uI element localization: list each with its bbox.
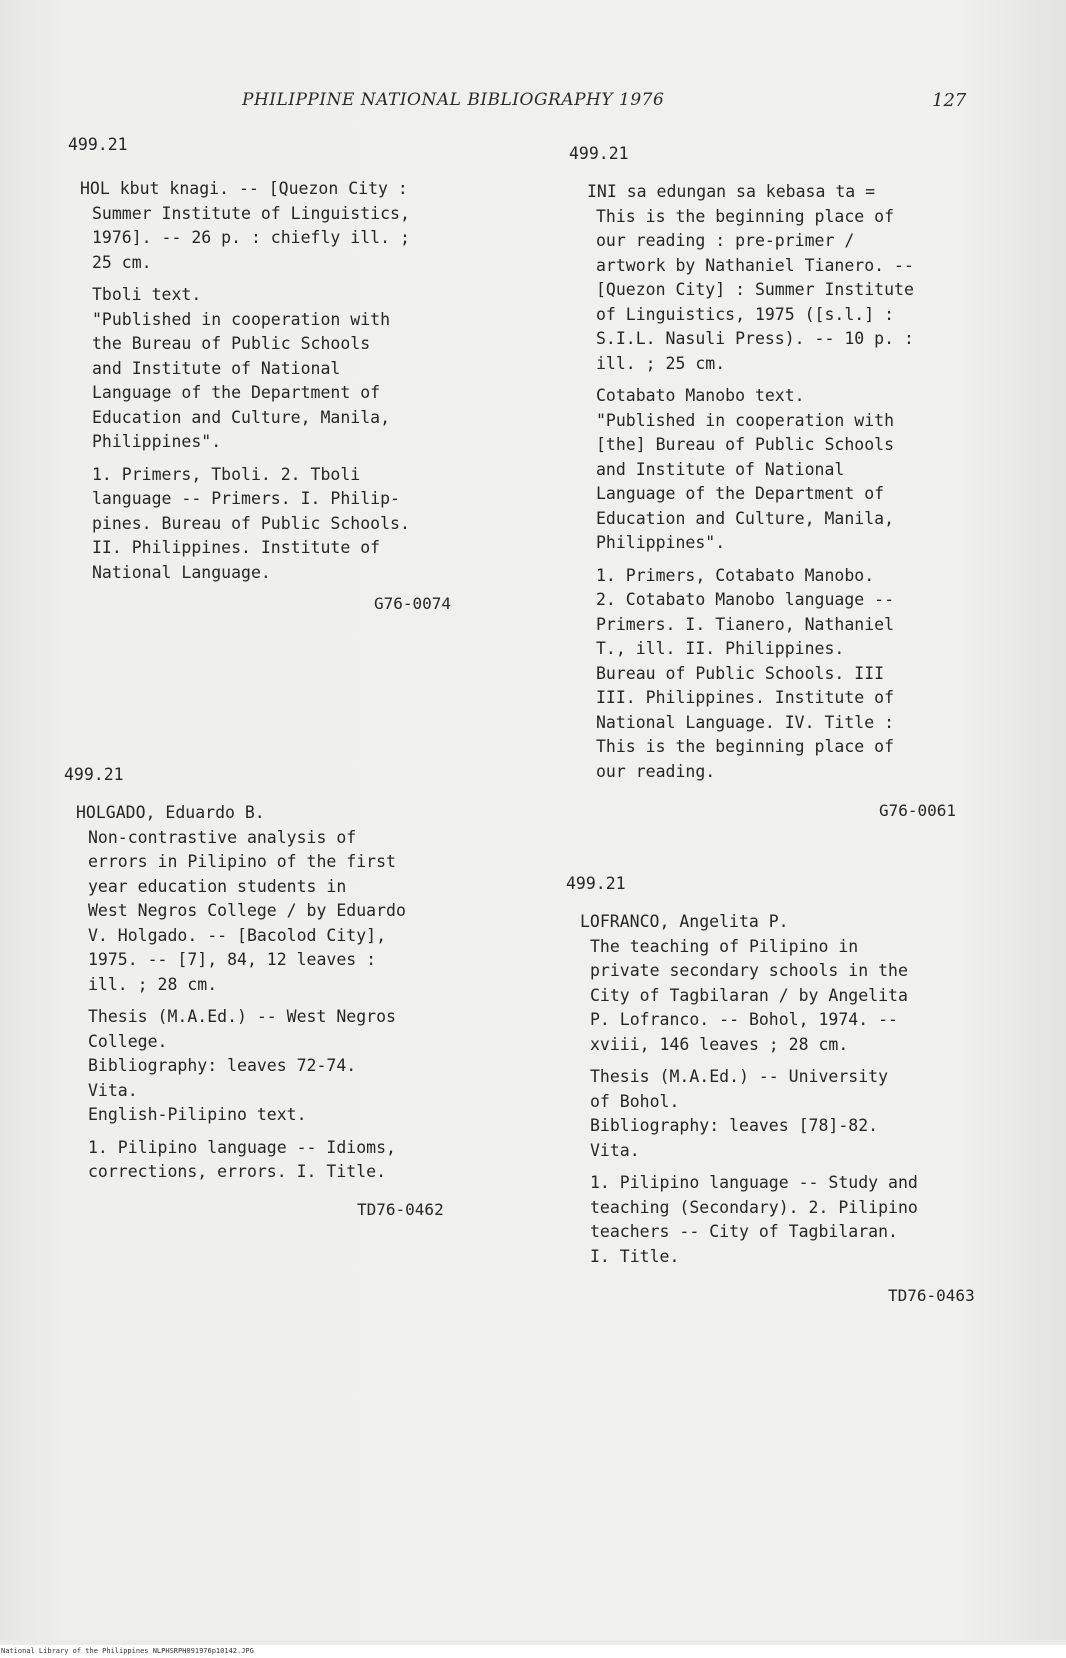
class-number: 499.21 [566, 874, 626, 893]
entry-line: Language of the Department of [596, 484, 885, 503]
control-number: TD76-0462 [357, 1200, 444, 1219]
entry-line: [Quezon City] : Summer Institute [596, 280, 914, 299]
entry-line: Bibliography: leaves 72-74. [88, 1056, 357, 1075]
entry-line: errors in Pilipino of the first [88, 852, 396, 871]
entry-line: Bureau of Public Schools. III [596, 663, 885, 683]
entry-line: Philippines". [92, 432, 222, 451]
entry-line: Cotabato Manobo text. [596, 386, 805, 405]
page-number: 127 [932, 90, 967, 111]
entry-line: College. [88, 1031, 168, 1051]
entry-body [92, 202, 510, 586]
paragraph-gap [88, 997, 506, 1005]
entry-line: [the] Bureau of Public Schools [596, 435, 895, 454]
class-number: 499.21 [68, 135, 128, 154]
running-header-title: PHILIPPINE NATIONAL BIBLIOGRAPHY 1976 [242, 90, 665, 110]
entry-line: Non-contrastive analysis of [88, 827, 357, 847]
entry-body [596, 205, 1011, 785]
entry-line: 1976]. -- 26 p. : chiefly ill. ; [92, 228, 410, 247]
entry-line: P. Lofranco. -- Bohol, 1974. -- [590, 1010, 898, 1029]
class-number: 499.21 [569, 144, 629, 163]
bleed-through [560, 50, 570, 69]
entry-line: National Language. IV. Title : [596, 712, 895, 732]
entry-line: English-Pilipino text. [88, 1105, 307, 1124]
paragraph-gap [590, 1057, 1008, 1065]
entry-line: Philippines". [596, 533, 726, 552]
entry-line: 1. Primers, Tboli. 2. Tboli [92, 464, 361, 484]
entry-line: teaching (Secondary). 2. Pilipino [590, 1197, 918, 1217]
entry-line: artwork by Nathaniel Tianero. -- [596, 255, 914, 275]
entry-line: "Published in cooperation with [92, 309, 391, 329]
entry-line: Vita. [590, 1140, 640, 1160]
entry-line: Bibliography: leaves [78]-82. [590, 1116, 879, 1135]
entry-line: Education and Culture, Manila, [92, 407, 391, 427]
entry-line: City of Tagbilaran / by Angelita [590, 985, 908, 1005]
entry-line: our reading. [596, 761, 716, 781]
entry-line: Vita. [88, 1080, 138, 1100]
entry-line: III. Philippines. Institute of [596, 688, 895, 707]
entry-line: 1. Pilipino language -- Study and [590, 1173, 918, 1192]
class-number: 499.21 [64, 765, 124, 784]
entry-line: 25 cm. [92, 252, 152, 272]
bibliographic-entry [568, 872, 1008, 1269]
entry-heading: INI sa edungan sa kebasa ta = [587, 182, 876, 201]
entry-line: This is the beginning place of [596, 206, 895, 226]
entry-line: our reading : pre-primer / [596, 231, 855, 250]
entry-line: year education students in [88, 876, 347, 896]
entry-line: 1975. -- [7], 84, 12 leaves : [88, 950, 377, 969]
entry-line: of Linguistics, 1975 ([s.l.] : [596, 304, 895, 324]
entry-line: 1. Pilipino language -- Idioms, [88, 1137, 396, 1157]
entry-line: language -- Primers. I. Philip- [92, 489, 400, 508]
entry-line: Tboli text. [92, 285, 202, 304]
entry-line: 2. Cotabato Manobo language -- [596, 590, 895, 609]
entry-body [590, 935, 1008, 1270]
entry-line: xviii, 146 leaves ; 28 cm. [590, 1034, 849, 1054]
entry-line: I. Title. [590, 1246, 680, 1266]
entry-heading: HOLGADO, Eduardo B. [76, 803, 265, 822]
paragraph-gap [596, 376, 1011, 384]
entry-body [88, 826, 506, 1185]
entry-line: ill. ; 28 cm. [88, 974, 218, 994]
entry-line: Thesis (M.A.Ed.) -- University [590, 1067, 889, 1086]
paragraph-gap [596, 556, 1011, 564]
control-number: G76-0061 [879, 801, 957, 820]
paragraph-gap [92, 275, 510, 283]
paragraph-gap [92, 455, 510, 463]
entry-line: and Institute of National [92, 358, 341, 378]
entry-line: "Published in cooperation with [596, 410, 895, 430]
entry-line: and Institute of National [596, 459, 845, 479]
entry-line: This is the beginning place of [596, 737, 895, 756]
bibliographic-entry [66, 763, 506, 1185]
entry-line: private secondary schools in the [590, 961, 908, 980]
entry-line: T., ill. II. Philippines. [596, 639, 845, 658]
paragraph-gap [88, 1128, 506, 1136]
entry-heading: LOFRANCO, Angelita P. [580, 912, 789, 931]
entry-line: teachers -- City of Tagbilaran. [590, 1222, 898, 1241]
entry-line: pines. Bureau of Public Schools. [92, 513, 410, 533]
scan-caption: National Library of the Philippines NLPHSRPH091976p10142.JPG [0, 1645, 1066, 1658]
entry-line: West Negros College / by Eduardo [88, 901, 406, 920]
entry-line: 1. Primers, Cotabato Manobo. [596, 565, 875, 585]
entry-heading: HOL kbut knagi. -- [Quezon City : [80, 179, 408, 198]
entry-line: Language of the Department of [92, 383, 381, 402]
entry-line: Education and Culture, Manila, [596, 508, 895, 528]
bibliographic-entry [571, 142, 1011, 784]
entry-line: corrections, errors. I. Title. [88, 1162, 387, 1181]
entry-line: Thesis (M.A.Ed.) -- West Negros [88, 1007, 396, 1026]
entry-line: National Language. [92, 562, 271, 582]
entry-line: II. Philippines. Institute of [92, 538, 381, 557]
control-number: G76-0074 [374, 594, 452, 613]
entry-line: V. Holgado. -- [Bacolod City], [88, 925, 387, 945]
entry-line: S.I.L. Nasuli Press). -- 10 p. : [596, 329, 914, 348]
entry-line: of Bohol. [590, 1091, 680, 1111]
control-number: TD76-0463 [888, 1286, 975, 1305]
entry-line: Primers. I. Tianero, Nathaniel [596, 614, 895, 634]
bibliographic-entry [70, 133, 510, 585]
entry-line: The teaching of Pilipino in [590, 936, 859, 956]
paragraph-gap [590, 1163, 1008, 1171]
entry-line: the Bureau of Public Schools [92, 334, 371, 353]
entry-line: Summer Institute of Linguistics, [92, 203, 410, 223]
entry-line: ill. ; 25 cm. [596, 353, 726, 373]
